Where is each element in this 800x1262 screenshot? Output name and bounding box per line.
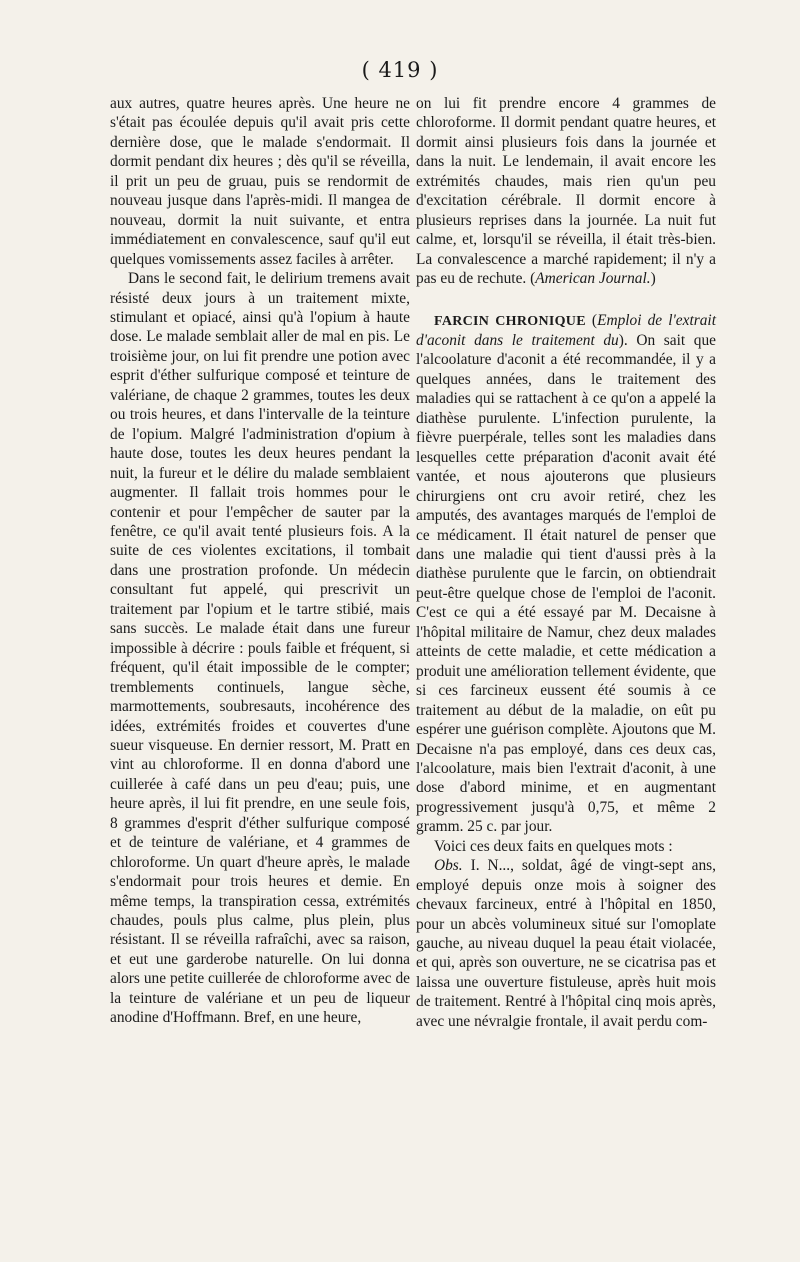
section-subtitle: Emploi de l'extrait d'aconit dans le traitement du (416, 311, 716, 349)
source-citation-close: ) (650, 270, 656, 288)
right-paragraph-3: Voici ces deux faits en quelques mots : (434, 837, 673, 855)
heading-open: ( (585, 311, 598, 329)
section-farcin (416, 311, 716, 837)
page-number: ( 419 ) (361, 58, 439, 82)
section-heading: FARCIN CHRONIQUE (434, 313, 586, 329)
left-paragraph-2: Dans le second fait, le delirium tremens avait résisté deux jours à un traitement mixte, stimulant et opiacé, ainsi qu'à l'opium à haute dose. Le malade semblait aller de mal en pis. Le troisième jour, on lui fit prendre une potion avec esprit d'éther sulfurique composé et teinture de valériane, de chaque 2 grammes, toutes les deux ou trois heures, et dans l'intervalle de la teinture de l'opium. Malgré l'administration d'opium à haute dose, toutes les deux heures pendant la nuit, la fureur et le délire du malade semblaient augmenter. Il fallait trois hommes pour le contenir et pour l'empêcher de sauter par la fenêtre, ce qu'il avait tenté plusieurs fois. A la suite de ces violentes excitations, il tombait dans une prostration profonde. Un médecin consultant fut appelé, qui prescrivit un traitement par l'opium et le tartre stibié, mais sans succès. Le malade était dans une fureur impossible à décrire : pouls faible et fréquent, si fréquent, qu'il était impossible de le compter; tremblements continuels, langue sèche, marmottements, soubresauts, incohérence des idées, extrémités froides et couvertes d'une sueur visqueuse. En dernier ressort, M. Pratt en vint au chloroforme. Il en donna d'abord une cuillerée à café dans un peu d'eau; puis, une heure après, il lui fit prendre, en une seule fois, 8 grammes d'esprit d'éther sulfurique composé et de teinture de valériane, et 4 grammes de chloroforme. Un quart d'heure après, le malade s'endormait pour trois heures et demie. En même temps, la transpiration cessa, extrémités chaudes, pouls plus calme, plus plein, plus résistant. Il se réveilla rafraîchi, avec sa raison, et eut une garderobe naturelle. On lui donna alors une petite cuillerée de chloroforme avec de la teinture de valériane et un peu de liqueur anodine d'Hoffmann. Bref, en une heure, (110, 270, 410, 1027)
right-paragraph-1 (416, 94, 716, 289)
right-paragraph-2: On sait que l'alcoolature d'aconit a été recommandée, il y a quelques années, dans le traitement des maladies qui se rattachent à ce qu'on a appelé la diathèse purulente. L'infection purulente, la fièvre puerpérale, telles sont les maladies dans lesquelles cette préparation d'aconit avait été vantée, et nous ajouterons que plusieurs chirurgiens ont cru avoir retiré, chez les amputés, des avantages marqués de l'emploi de ce médicament. Il était naturel de penser que dans une maladie qui tient d'aussi près à la diathèse purulente que le farcin, on obtiendrait peut-être quelque chose de l'emploi de l'aconit. C'est ce qui a été essayé par M. Decaisne à l'hôpital militaire de Namur, chez deux malades atteints de cette maladie, et cette médication a produit une amélioration tellement évidente, que si ces farcineux eussent été soumis à ce traitement au début de la maladie, on eût pu espérer une guérison complète. Ajoutons que M. Decaisne n'a pas employé, dans ces deux cas, l'alcoolature, mais bien l'extrait d'aconit, à une dose d'abord minime, et en augmentant progressivement jusqu'à 0,75, et même 2 gramm. 25 c. par jour. (416, 331, 717, 836)
observation-label: Obs. (434, 857, 463, 875)
observation-text: I. N..., soldat, âgé de vingt-sept ans, employé depuis onze mois à soigner des chevaux farcineux, entré à l'hôpital en 1850, pour un abcès volumineux situé sur l'omoplate gauche, au niveau duquel la peau était violacée, et qui, après son ouverture, ne se cicatrisa pas et laissa une ouverture fistuleuse, après huit mois de traitement. Rentré à l'hôpital cinq mois après, avec une névralgie frontale, il avait perdu com- (416, 857, 716, 1030)
heading-close: ). (618, 331, 628, 349)
right-paragraph-1-text: on lui fit prendre encore 4 grammes de chloroforme. Il dormit pendant quatre heures, et dormit ainsi plusieurs fois dans la journée et dans la nuit. Le lendemain, il avait encore les extrémités chaudes, mais rien qu'un peu d'excitation cérébrale. Il dormit encore à plusieurs reprises dans la journée. La nuit fut calme, et, lorsqu'il se réveilla, il était très-bien. La convalescence a marché rapidement; il n'y a pas eu de rechute. ( (416, 95, 716, 288)
left-paragraph-1: aux autres, quatre heures après. Une heure ne s'était pas écoulée depuis qu'il avait pris cette dernière dose, que le malade s'endormait. Il dormit pendant dix heures ; dès qu'il se réveilla, il prit un peu de gruau, puis se rendormit de nouveau jusque dans l'après-midi. Il mangea de nouveau, dormit la nuit suivante, et entra immédiatement en convalescence, sauf qu'il eut quelques vomissements assez faciles à arrêter. (110, 95, 410, 268)
source-citation: American Journal. (535, 270, 651, 288)
left-column (110, 94, 410, 1028)
observation-paragraph (416, 856, 716, 1031)
right-column (416, 94, 716, 1031)
section-spacer (416, 289, 716, 311)
